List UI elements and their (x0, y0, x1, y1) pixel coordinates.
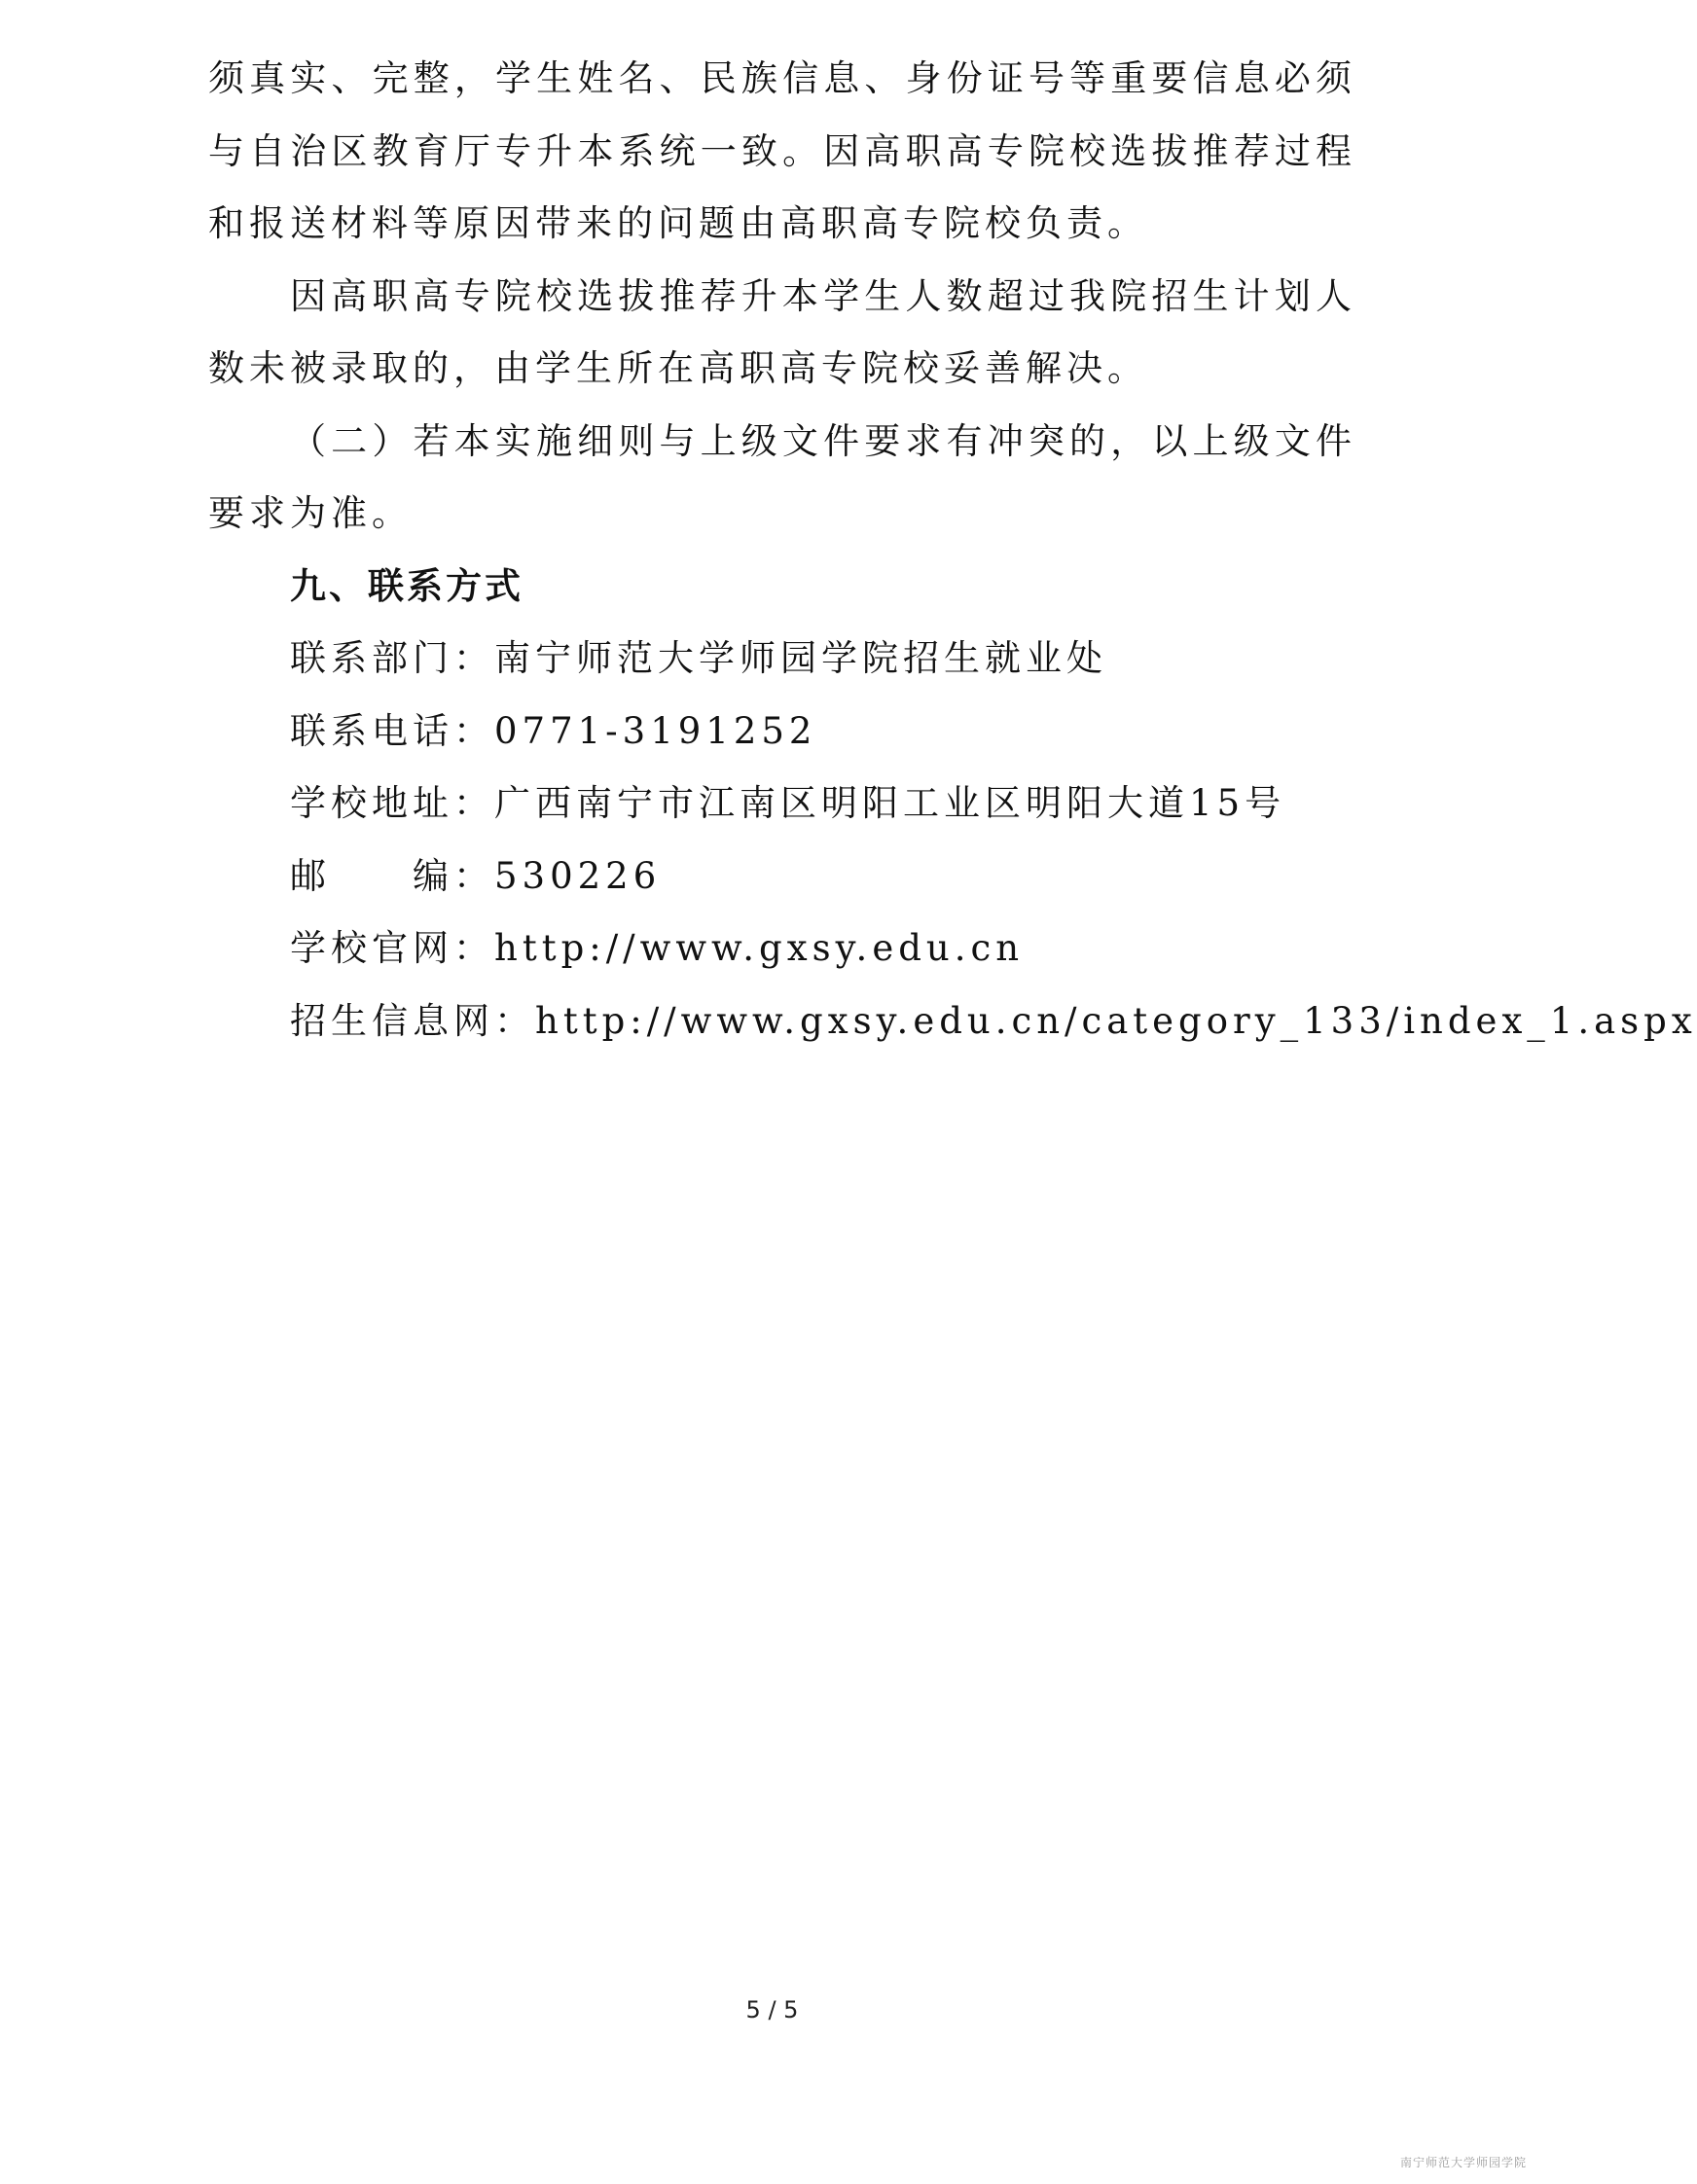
contact-phone-label: 联系电话： (290, 709, 494, 752)
contact-phone-value: 0771-3191252 (494, 709, 817, 752)
contact-postcode (208, 841, 1356, 913)
paragraph-over-quota: 因高职高专院校选拔推荐升本学生人数超过我院招生计划人数未被录取的，由学生所在高职高专院校妥善解决。 (208, 274, 1356, 389)
contact-address-value: 广西南宁市江南区明阳工业区明阳大道15号 (494, 782, 1286, 824)
contact-phone (208, 696, 1356, 769)
contact-department-label: 联系部门： (290, 637, 494, 679)
contact-admissions-site-label: 招生信息网： (290, 999, 535, 1042)
section-heading-contact: 九、联系方式 (290, 564, 524, 607)
contact-website-label: 学校官网： (290, 927, 494, 969)
contact-postcode-label: 邮 编： (290, 854, 494, 897)
paragraph-conflict-rule: （二）若本实施细则与上级文件要求有冲突的，以上级文件要求为准。 (208, 419, 1356, 534)
contact-postcode-value: 530226 (494, 854, 662, 897)
contact-department-value: 南宁师范大学师园学院招生就业处 (494, 637, 1107, 679)
paragraph-materials-responsibility: 须真实、完整，学生姓名、民族信息、身份证号等重要信息必须与自治区教育厅专升本系统一致。因高职高专院校选拔推荐过程和报送材料等原因带来的问题由高职高专院校负责。 (208, 57, 1356, 244)
contact-website-link[interactable]: http://www.gxsy.edu.cn (494, 927, 1025, 969)
contact-address (208, 768, 1356, 841)
document-body (208, 43, 1697, 1057)
contact-admissions-site (208, 985, 1697, 1058)
contact-admissions-site-link[interactable]: http://www.gxsy.edu.cn/category_133/index_1.aspx (535, 999, 1697, 1042)
page-number: 5 / 5 (745, 1996, 799, 2023)
contact-website (208, 913, 1356, 985)
watermark-text: 南宁师范大学师园学院 (1399, 2156, 1527, 2169)
contact-department (208, 623, 1356, 696)
contact-address-label: 学校地址： (290, 782, 494, 824)
